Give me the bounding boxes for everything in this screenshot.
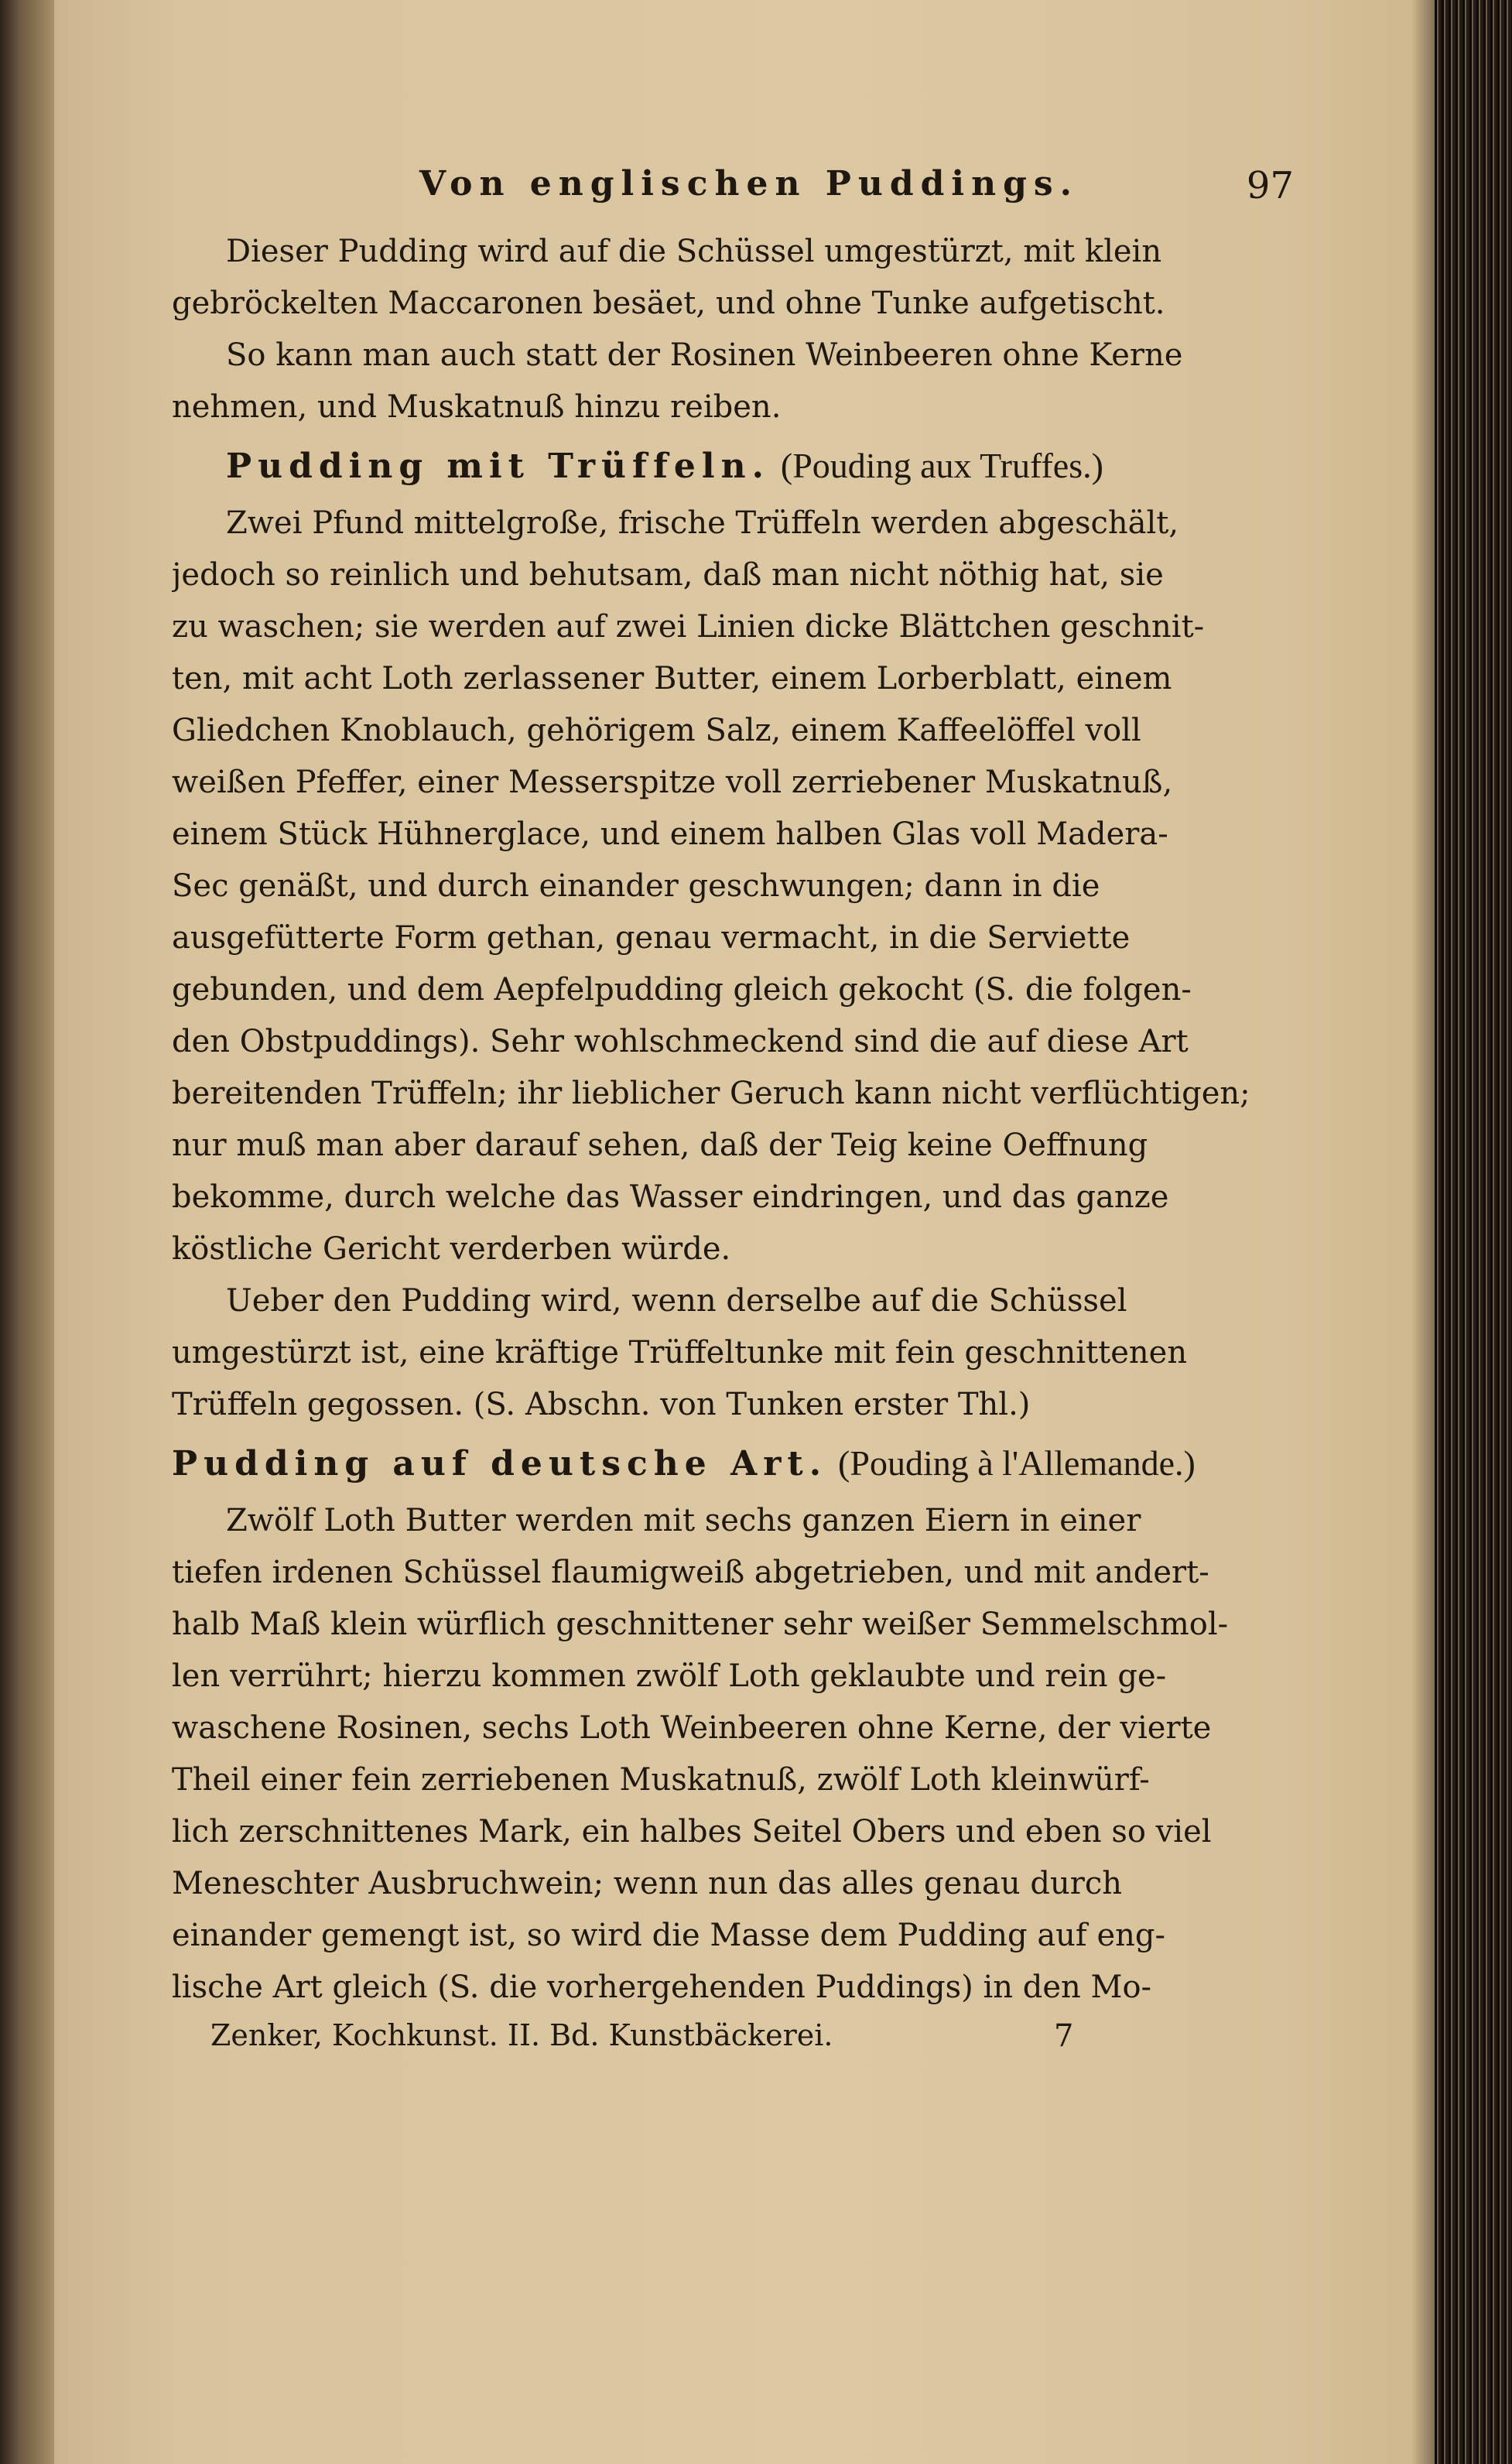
text-line: halb Maß klein würflich geschnittener sehr weißer Semmelschmol- — [172, 1607, 1229, 1642]
text-line: tiefen irdenen Schüssel flaumigweiß abgetrieben, und mit andert- — [172, 1555, 1209, 1590]
text-line: Meneschter Ausbruchwein; wenn nun das alles genau durch — [172, 1866, 1123, 1901]
truffles-paragraph-1 — [172, 498, 1302, 1275]
text-line: Sec genäßt, und durch einander geschwungen; dann in die — [172, 868, 1100, 904]
text-line: len verrührt; hierzu kommen zwölf Loth geklaubte und rein ge- — [172, 1658, 1167, 1694]
text-line: den Obstpuddings). Sehr wohlschmeckend sind die auf diese Art — [172, 1024, 1189, 1059]
text-line: bekomme, durch welche das Wasser eindringen, und das ganze — [172, 1179, 1169, 1215]
section-title: Pudding auf deutsche Art. — [172, 1444, 828, 1484]
text-line: nur muß man aber darauf sehen, daß der Teig keine Oeffnung — [172, 1128, 1148, 1163]
text-line: lich zerschnittenes Mark, ein halbes Seitel Obers und eben so viel — [172, 1814, 1212, 1850]
text-line: Dieser Pudding wird auf die Schüssel umgestürzt, mit klein — [226, 234, 1162, 269]
text-line: So kann man auch statt der Rosinen Weinbeeren ohne Kerne — [226, 337, 1183, 373]
text-line: nehmen, und Muskatnuß hinzu reiben. — [172, 389, 782, 425]
text-line: Trüffeln gegossen. (S. Abschn. von Tunken erster Thl.) — [172, 1387, 1031, 1422]
truffles-paragraph-2 — [172, 1275, 1302, 1431]
text-line: Zwölf Loth Butter werden mit sechs ganzen Eiern in einer — [226, 1503, 1141, 1538]
text-line: umgestürzt ist, eine kräftige Trüffeltunke mit fein geschnittenen — [172, 1335, 1188, 1371]
text-line: köstliche Gericht verderben würde. — [172, 1231, 731, 1267]
german-paragraph-1 — [172, 1495, 1302, 2014]
text-line: gebröckelten Maccaronen besäet, und ohne Tunke aufgetischt. — [172, 286, 1165, 321]
text-block — [172, 164, 1302, 2072]
running-head: Von englischen Puddings. — [419, 164, 1079, 204]
text-line: waschene Rosinen, sechs Loth Weinbeeren ohne Kerne, der vierte — [172, 1710, 1212, 1746]
text-line: jedoch so reinlich und behutsam, daß man nicht nöthig hat, sie — [172, 557, 1164, 593]
text-line: einem Stück Hühnerglace, und einem halben Glas voll Madera- — [172, 816, 1168, 852]
page-edge-shadow — [1411, 0, 1435, 2464]
section-title: Pudding mit Trüffeln. — [226, 447, 770, 486]
section-heading-truffles — [172, 436, 1302, 496]
text-line: gebunden, und dem Aepfelpudding gleich gekocht (S. die folgen- — [172, 972, 1192, 1008]
page-footer — [172, 2018, 1302, 2072]
text-line: ten, mit acht Loth zerlassener Butter, einem Lorberblatt, einem — [172, 661, 1172, 696]
page-number: 97 — [1246, 164, 1294, 207]
section-title-french: (Pouding aux Truffes.) — [780, 446, 1103, 485]
text-line: Gliedchen Knoblauch, gehörigem Salz, einem Kaffeelöffel voll — [172, 713, 1141, 748]
signature-mark: 7 — [1054, 2018, 1074, 2054]
text-line: lische Art gleich (S. die vorhergehenden Puddings) in den Mo- — [172, 1969, 1152, 2005]
section-title-french: (Pouding à l'Allemande.) — [838, 1443, 1196, 1483]
text-line: einander gemengt ist, so wird die Masse dem Pudding auf eng- — [172, 1918, 1166, 1953]
text-line: weißen Pfeffer, einer Messerspitze voll zerriebener Muskatnuß, — [172, 765, 1173, 800]
section-heading-german — [172, 1434, 1302, 1494]
text-line: Ueber den Pudding wird, wenn derselbe auf die Schüssel — [226, 1283, 1127, 1319]
text-line: ausgefütterte Form gethan, genau vermacht, in die Serviette — [172, 920, 1131, 956]
printer-signature: Zenker, Kochkunst. II. Bd. Kunstbäckerei. — [210, 2018, 833, 2052]
text-line: Zwei Pfund mittelgroße, frische Trüffeln werden abgeschält, — [226, 505, 1179, 541]
text-line: bereitenden Trüffeln; ihr lieblicher Geruch kann nicht verflüchtigen; — [172, 1076, 1250, 1111]
book-gutter — [0, 0, 54, 2464]
text-line: zu waschen; sie werden auf zwei Linien dicke Blättchen geschnit- — [172, 609, 1205, 645]
page-edges — [1435, 0, 1512, 2464]
intro-paragraph — [172, 226, 1302, 433]
text-line: Theil einer fein zerriebenen Muskatnuß, zwölf Loth kleinwürf- — [172, 1762, 1150, 1798]
page-header — [172, 164, 1302, 226]
